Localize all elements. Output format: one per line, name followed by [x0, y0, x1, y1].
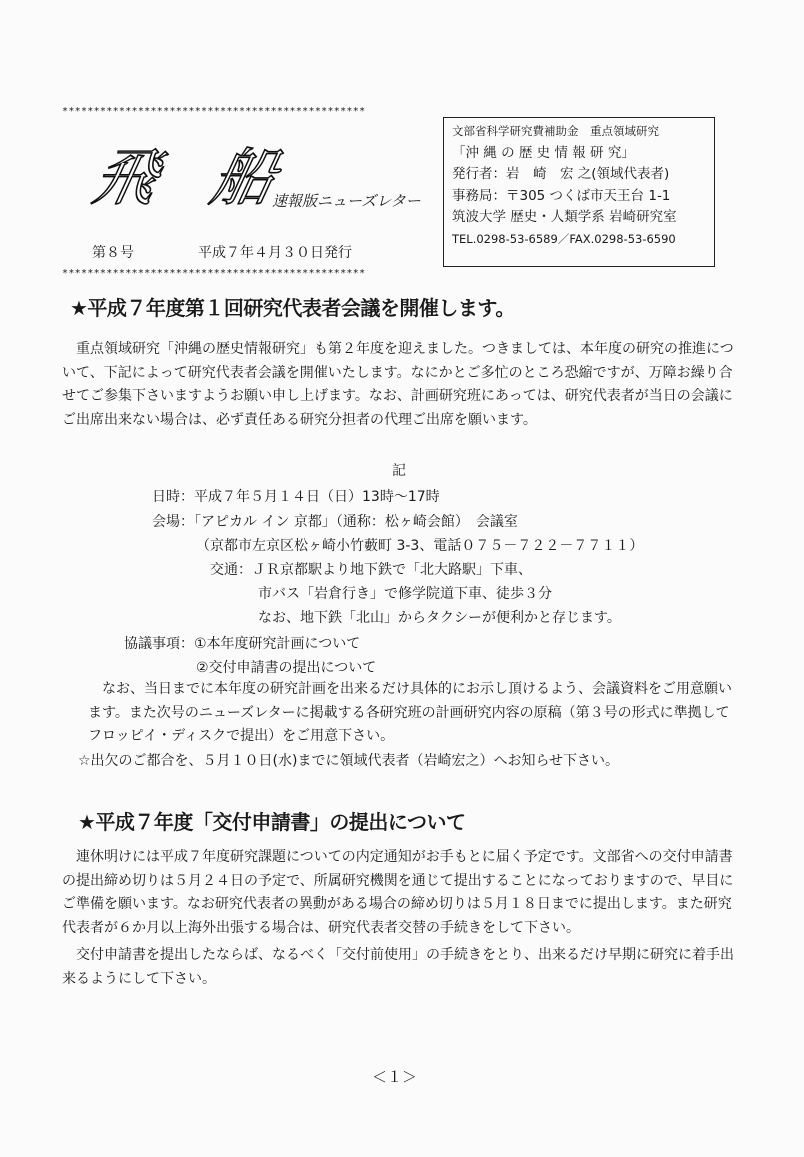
newsletter-subtitle: 速報版ニューズレター — [272, 192, 421, 210]
publisher-line: 発行者：岩 崎 宏 之(領域代表者) — [452, 166, 670, 182]
newsletter-logo: 飛 船 — [87, 141, 301, 214]
section1-note: なお、当日までに本年度の研究計画を出来るだけ具体的にお示し頂けるよう、会議資料をご用意願います。また次号のニューズレターに掲載する各研究班の計画研究内容の原稿（第３号の形式に準拠してフロッピイ・ディスクで提出）をご用意下さい。 — [88, 681, 732, 744]
grant-line: 文部省科学研究費補助金 重点領域研究 — [452, 124, 659, 138]
publisher-info-box — [443, 117, 715, 267]
venue-address: （京都市左京区松ヶ崎小竹藪町 3-3、電話０７５－７２２－７７１１） — [196, 538, 644, 554]
issue-date: 平成７年４月３０日発行 — [198, 245, 352, 261]
office-phone: TEL.0298-53-6589／FAX.0298-53-6590 — [452, 231, 676, 246]
office-address: 事務局：〒305 つくば市天王台 1-1 — [452, 187, 671, 204]
header-rule-top: ************************************************ — [62, 106, 366, 117]
meeting-datetime: 日時：平成７年５月１４日（日）13時～17時 — [152, 489, 440, 505]
meeting-venue: 会場：「アピカル イン 京都」（通称：松ヶ崎会館） 会議室 — [152, 514, 518, 530]
office-lab: 筑波大学 歴史・人類学系 岩崎研究室 — [452, 209, 677, 225]
issue-number: 第８号 — [92, 245, 134, 261]
page-number: ＜１＞ — [372, 1068, 418, 1086]
transport-line-3: なお、地下鉄「北山」からタクシーが便利かと存じます。 — [258, 610, 621, 626]
agenda-item-2: ②交付申請書の提出について — [196, 660, 377, 676]
section1-paragraph: 重点領域研究「沖縄の歴史情報研究」も第２年度を迎えました。つきましては、本年度の研究の推進について、下記によって研究代表者会議を開催いたします。なにかとご多忙のところ恐縮ですが、万障お繰り合せてご参集下さいますようお願い申し上げます。なお、計画研究班にあっては、研究代表者が当日の会議にご出席出来ない場合は、必ず責任ある研究分担者の代理ご出席を願います。 — [62, 341, 734, 428]
ki-marker: 記 — [392, 463, 406, 479]
section2-paragraph-1: 連休明けには平成７年度研究課題についての内定通知がお手もとに届く予定です。文部省への交付申請書の提出締め切りは５月２４日の予定で、所属研究機関を通じて提出することになっておりますので、早目にご準備を願います。なお研究代表者の異動がある場合の締め切りは５月１８日までに提出します。また研究代表者が６か月以上海外出張する場合は、研究代表者交替の手続きをして下さい。 — [62, 849, 734, 936]
project-title: 「沖 縄 の 歴 史 情 報 研 究」 — [452, 144, 635, 161]
section1-heading: ★平成７年度第１回研究代表者会議を開催します。 — [70, 296, 515, 320]
section2-paragraph-2: 交付申請書を提出したならば、なるべく「交付前使用」の手続きをとり、出来るだけ早期に研究に着手出来るようにして下さい。 — [62, 947, 734, 987]
agenda-item-1: 協議事項：①本年度研究計画について — [124, 636, 361, 652]
transport-line-2: 市バス「岩倉行き」で修学院道下車、徒歩３分 — [258, 586, 552, 602]
header-rule-bottom: ************************************************ — [62, 268, 366, 279]
section2-heading: ★平成７年度「交付申請書」の提出について — [78, 810, 466, 834]
rsvp-line: ☆出欠のご都合を、５月１０日(水)までに領域代表者（岩崎宏之）へお知らせ下さい。 — [78, 753, 620, 769]
transport-line-1: 交通：ＪＲ京都駅より地下鉄で「北大路駅」下車、 — [210, 562, 532, 578]
